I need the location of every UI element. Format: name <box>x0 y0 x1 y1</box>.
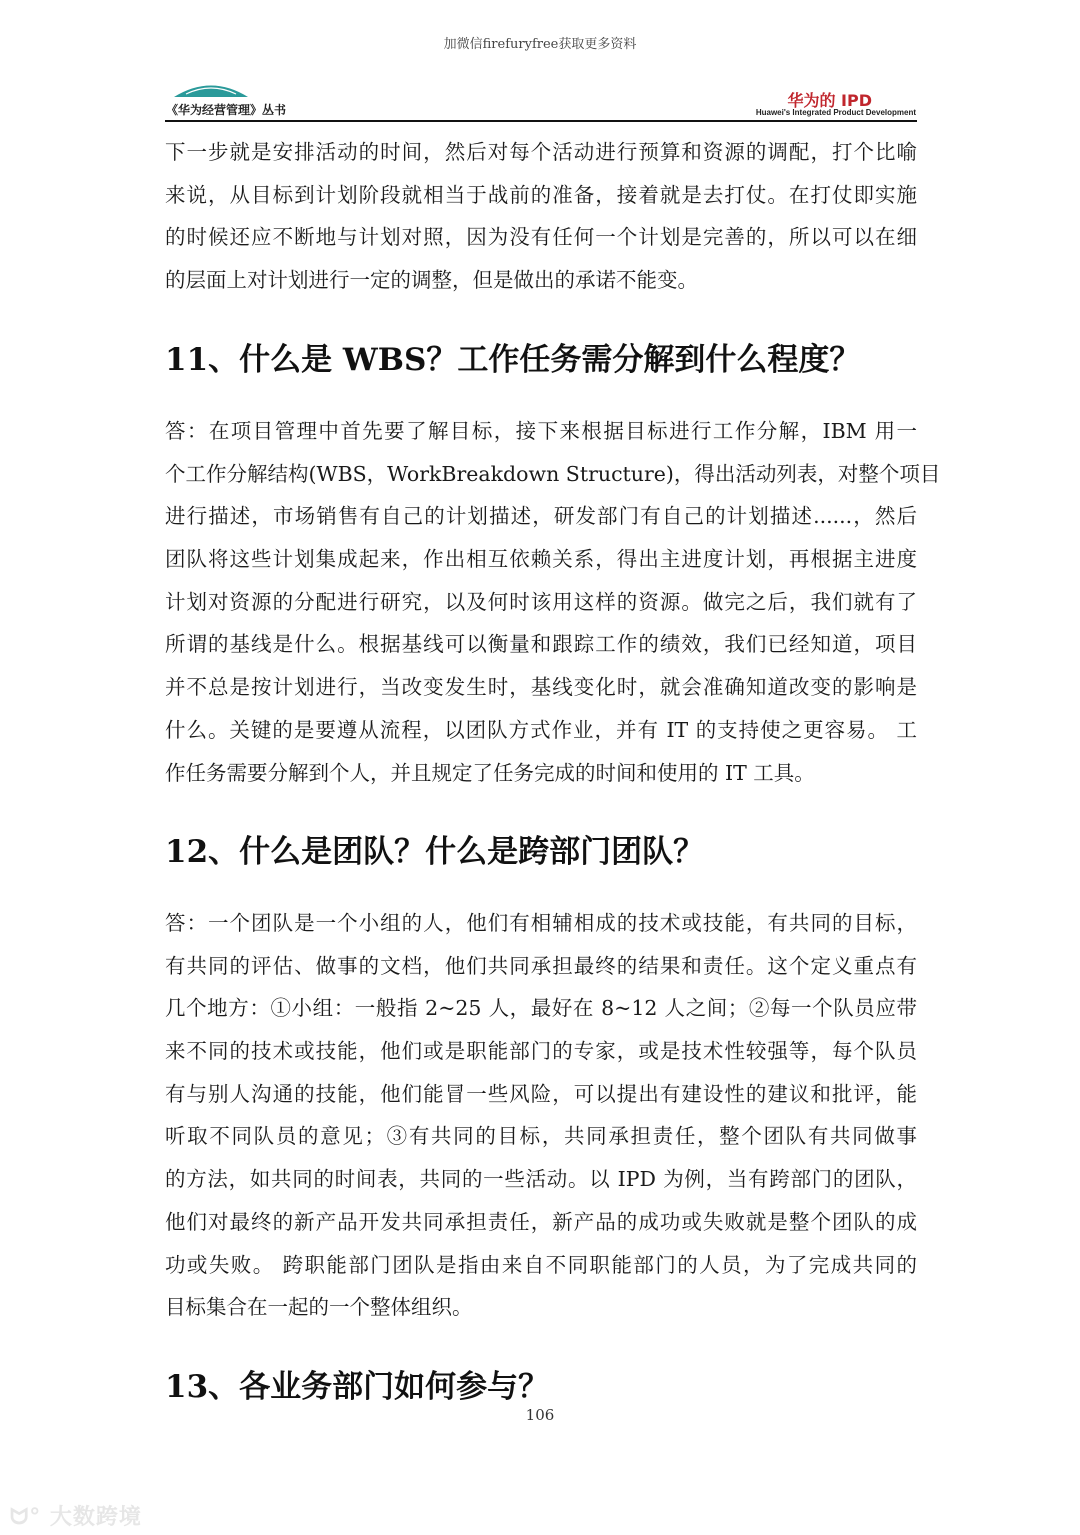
text-line: 他们对最终的新产品开发共同承担责任，新产品的成功或失败就是整个团队的成 <box>165 1209 917 1234</box>
watermark-text: 大数跨境 <box>49 1505 142 1530</box>
text-line: 下一步就是安排活动的时间，然后对每个活动进行预算和资源的调配，打个比喻 <box>165 140 917 164</box>
text-line: 所谓的基线是什么。根据基线可以衡量和跟踪工作的绩效，我们已经知道，项目 <box>165 632 917 657</box>
text-line: 目标集合在一起的一个整体组织。 <box>165 1295 473 1320</box>
paragraph-2 <box>165 410 941 794</box>
watermark-logo <box>10 1500 142 1531</box>
text-line: 团队将这些计划集成起来，作出相互依赖关系，得出主进度计划，再根据主进度 <box>165 547 917 572</box>
text-line: 计划对资源的分配进行研究，以及何时该用这样的资源。做完之后，我们就有了 <box>165 589 917 614</box>
text-line: 听取不同队员的意见；③有共同的目标，共同承担责任，整个团队有共同做事 <box>165 1124 917 1149</box>
text-line: 功或失败。 跨职能部门团队是指由来自不同职能部门的人员，为了完成共同的 <box>165 1252 917 1277</box>
text-line: 几个地方：①小组：一般指 2~25 人，最好在 8~12 人之间；②每一个队员应带 <box>165 996 917 1021</box>
text-line: 进行描述，市场销售有自己的计划描述，研发部门有自己的计划描述......，然后 <box>165 504 917 529</box>
brand-subtitle: Huawei's Integrated Product Development <box>755 108 916 117</box>
brand-title: 华为的 IPD <box>787 91 872 110</box>
text-line: 并不总是按计划进行，当改变发生时，基线变化时，就会准确知道改变的影响是 <box>165 675 917 700</box>
text-line: 的层面上对计划进行一定的调整，但是做出的承诺不能变。 <box>165 268 698 293</box>
wechat-note: 加微信firefuryfree获取更多资料 <box>443 37 637 52</box>
paragraph-3 <box>165 902 917 1329</box>
heading-12: 12、什么是团队？什么是跨部门团队？ <box>165 834 705 870</box>
heading-11: 11、什么是 WBS？工作任务需分解到什么程度？ <box>165 342 861 378</box>
page-number: 106 <box>525 1406 555 1424</box>
heading-13: 13、各业务部门如何参与？ <box>165 1369 550 1405</box>
text-line: 来说，从目标到计划阶段就相当于战前的准备，接着就是去打仗。在打仗即实施 <box>165 182 917 207</box>
watermark-icon: ᗢ° <box>10 1505 50 1530</box>
text-line: 作任务需要分解到个人，并且规定了任务完成的时间和使用的 IT 工具。 <box>165 760 815 785</box>
text-line: 答：一个团队是一个小组的人，他们有相辅相成的技术或技能，有共同的目标， <box>165 911 917 935</box>
text-line: 有共同的评估、做事的文档，他们共同承担最终的结果和责任。这个定义重点有 <box>165 953 917 978</box>
text-line: 有与别人沟通的技能，他们能冒一些风险，可以提出有建设性的建议和批评，能 <box>165 1081 917 1106</box>
header-divider <box>165 120 917 122</box>
series-title: 《华为经营管理》丛书 <box>166 103 287 117</box>
text-line: 答：在项目管理中首先要了解目标，接下来根据目标进行工作分解，IBM 用一 <box>165 419 917 443</box>
text-line: 个工作分解结构(WBS，WorkBreakdown Structure)，得出活动列表，对整个项目 <box>165 461 941 486</box>
mountain-logo-icon <box>172 80 250 98</box>
text-line: 来不同的技术或技能，他们或是职能部门的专家，或是技术性较强等，每个队员 <box>165 1039 917 1064</box>
text-line: 什么。关键的是要遵从流程，以团队方式作业，并有 IT 的支持使之更容易。 工 <box>165 717 917 742</box>
paragraph-1 <box>165 131 917 302</box>
text-line: 的时候还应不断地与计划对照，因为没有任何一个计划是完善的，所以可以在细 <box>165 225 917 250</box>
text-line: 的方法，如共同的时间表，共同的一些活动。以 IPD 为例，当有跨部门的团队， <box>165 1167 917 1192</box>
